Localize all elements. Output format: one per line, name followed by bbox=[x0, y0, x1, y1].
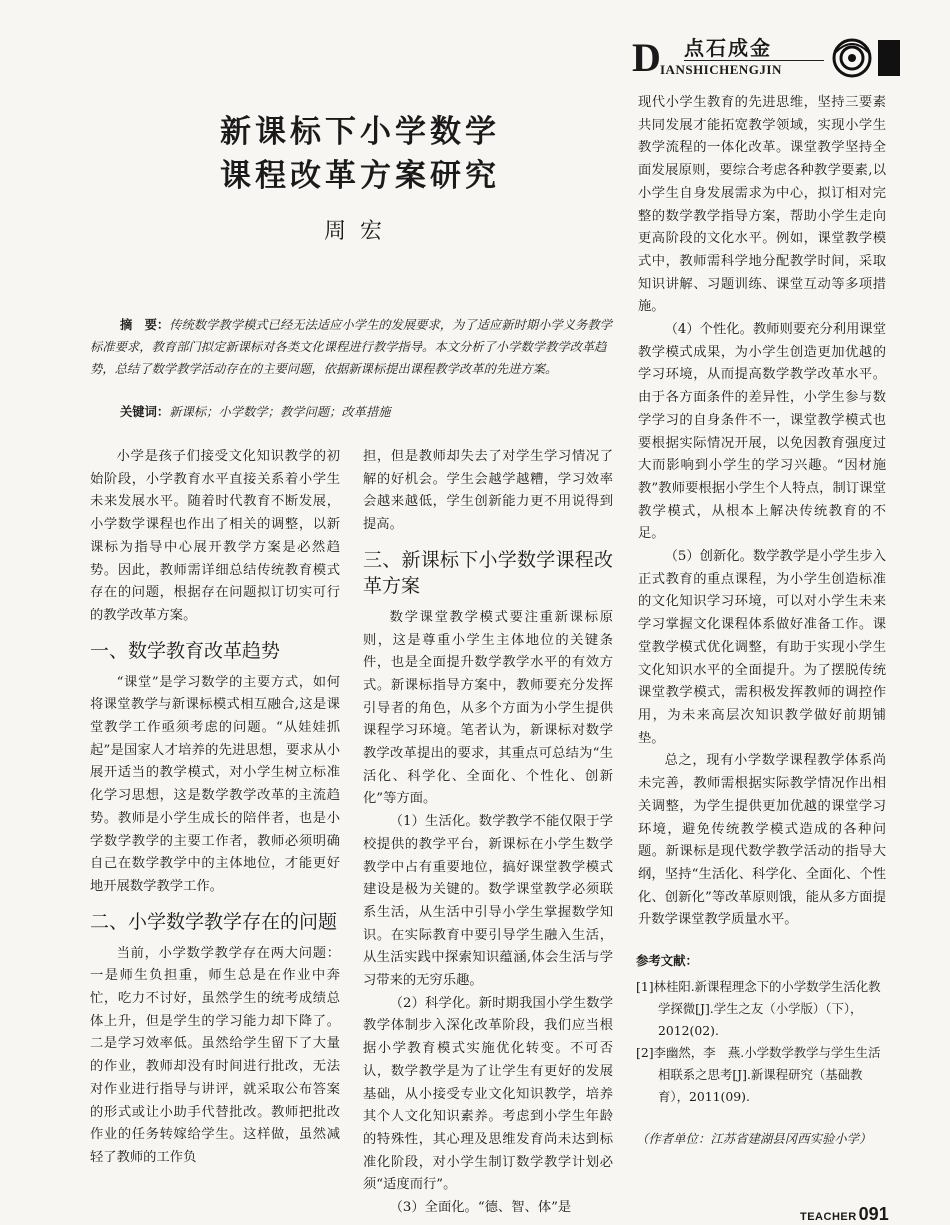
reference-item: [1]林桂阳.新课程理念下的小学数学生活化教学探微[J].学生之友（小学版）（下），2012(02). bbox=[636, 979, 881, 1038]
header-letter: D bbox=[632, 35, 661, 80]
title-line: 课程改革方案研究 bbox=[220, 158, 500, 194]
body-column-1 bbox=[90, 446, 340, 1170]
paragraph: （4）个性化。教师则要充分利用课堂教学模式成果，为小学生创造更加优越的学习环境，从而提高数学教学改革水平。由于各方面条件的差异性，小学生参与数学学习的自身条件不一，课堂教学模式也要根据实际情况开展，以免因教育强度过大而影响到小学生的学习兴趣。“因材施教”教师要根据小学生个人特点，制订课堂教学模式，从根本上解决传统教育的不足。 bbox=[638, 322, 886, 542]
paragraph: 当前，小学数学教学存在两大问题：一是师生负担重，师生总是在作业中奔忙，吃力不讨好，虽然学生的统考成绩总体上升，但是学生的学习能力却下降了。二是学习效率低。虽然给学生留下了大量的作业，教师却没有时间进行批改，无法对作业进行指导与讲评，就采取公布答案的形式或让小助手代替批改。教师把批改作业的任务转嫁给学生。这样做，虽然减轻了教师的工作负 bbox=[90, 945, 340, 1165]
paragraph: （1）生活化。数学教学不能仅限于学校提供的教学平台，新课标在小学生数学教学中占有重要地位，搞好课堂教学模式建设是极为关键的。数学课堂教学必须联系生活，从生活中引导小学生掌握数学知识。在实际教育中要引导学生融入生活，从生活实践中探索知识蕴涵,体会生活与学习带来的无穷乐趣。 bbox=[363, 814, 613, 989]
paragraph: （5）创新化。数学教学是小学生步入正式教育的重点课程，为小学生创造标准的文化知识学习环境，可以对小学生未来学习掌握文化课程体系做好准备工作。课堂教学模式优化调整，有助于实现小学生文化知识水平的全面提升。为了摆脱传统课堂教学模式，需积极发挥教师的调控作用，为未来高层次知识教学做好前期铺垫。 bbox=[638, 549, 886, 746]
paragraph: 现代小学生教育的先进思维，坚持三要素共同发展才能拓宽教学领域，实现小学生教学流程的一体化改革。课堂教学坚持全面发展原则，要综合考虑各种教学要素,以小学生自身发展需求为中心，拟订相对完整的数学教学指导方案，帮助小学生走向更高阶段的文化水平。例如，课堂教学模式中，教师需科学地分配教学时间，采取知识讲解、习题训练、课堂互动等多项措施。 bbox=[638, 95, 886, 315]
paragraph: （3）全面化。“德、智、体”是 bbox=[389, 1200, 572, 1216]
paragraph: 数学课堂教学模式要注重新课标原则，这是尊重小学生主体地位的关键条件，也是全面提升数学教学水平的有效方式。新课标指导方案中，教师要充分发挥引导者的角色，从多个方面为小学生提供课程学习环境。笔者认为，新课标对数学教学改革提出的要求，其重点可总结为“生活化、科学化、全面化、个性化、创新化”等方面。 bbox=[363, 609, 613, 807]
abstract bbox=[90, 314, 620, 380]
magazine-header bbox=[632, 36, 912, 84]
header-block-decoration bbox=[878, 40, 900, 76]
title-line: 新课标下小学数学 bbox=[220, 114, 500, 150]
reference-item: [2]李幽然，李 燕.小学数学教学与学生生活相联系之思考[J].新课程研究（基础教育），2011(09). bbox=[636, 1045, 881, 1104]
paragraph: 担，但是教师却失去了对学生学习情况了解的好机会。学生会越学越糟，学习效率会越来越低，学生创新能力更不用说得到提高。 bbox=[363, 449, 613, 533]
body-column-3 bbox=[638, 92, 886, 932]
references bbox=[636, 950, 886, 1108]
section-heading-2: 二、小学数学教学存在的问题 bbox=[90, 910, 338, 933]
paragraph: “课堂”是学习数学的主要方式，如何将课堂教学与新课标模式相互融合,这是课堂教学工作亟须考虑的问题。“从娃娃抓起”是国家人才培养的先进思想，要求从小展开适当的教学模式，对小学生树立标准化学习思想，这是数学教学改革的主流趋势。教师是小学生成长的陪伴者，也是小学数学教学的主要工作者，教师必须明确自己在数学教学中的主体地位，才能更好地开展数学教学工作。 bbox=[90, 674, 340, 894]
page-footer bbox=[800, 1204, 890, 1224]
column-name: 点石成金 bbox=[684, 36, 772, 60]
section-heading-3: 三、新课标下小学数学课程改革方案 bbox=[363, 548, 613, 597]
page-number: 091 bbox=[858, 1204, 889, 1224]
keywords-text: 新课标；小学数学；教学问题；改革措施 bbox=[169, 405, 391, 419]
abstract-label: 摘 要： bbox=[120, 318, 170, 332]
footer-brand: TEACHER bbox=[800, 1211, 857, 1223]
keywords bbox=[120, 402, 620, 422]
column-pinyin: IANSHICHENGJIN bbox=[660, 62, 782, 77]
header-rule bbox=[684, 60, 824, 61]
author-name: 周宏 bbox=[323, 219, 396, 244]
references-heading: 参考文献： bbox=[636, 953, 698, 968]
paragraph: （2）科学化。新时期我国小学生数学教学体制步入深化改革阶段，我们应当根据小学教育模式实施优化转变。不可否认，数学教学是为了让学生有更好的发展基础，从小接受专业文化知识教学，培养其个人文化知识素养。考虑到小学生年龄的特殊性，其心理及思维发育尚未达到标准化阶段，对小学生制订数学教学计划必须“适度而行”。 bbox=[363, 995, 613, 1193]
abstract-text: 传统数学教学模式已经无法适应小学生的发展要求，为了适应新时期小学义务教学标准要求，教育部门拟定新课标对各类文化课程进行教学指导。本文分析了小学数学教学改革趋势，总结了数学教学活动存在的主要问题，依据新课标提出课程教学改革的先进方案。 bbox=[90, 318, 612, 376]
paragraph: 小学是孩子们接受文化知识教学的初始阶段，小学教育水平直接关系着小学生未来发展水平。随着时代教育不断发展，小学数学课程也作出了相关的调整，以新课标为指导中心展开教学方案是必然趋势。因此，教师需详细总结传统教育模式存在的问题，根据存在问题拟订切实可行的教学改革方案。 bbox=[90, 449, 340, 623]
keywords-label: 关键词： bbox=[120, 405, 170, 419]
author-affiliation: （作者单位：江苏省建湖县冈西实验小学） bbox=[636, 1131, 872, 1146]
paragraph: 总之，现有小学数学课程教学体系尚未完善，教师需根据实际教学情况作出相关调整，为学生提供更加优越的课堂学习环境，避免传统教学模式造成的各种问题。新课标是现代数学教学活动的指导大纲，坚持“生活化、科学化、全面化、个性化、创新化”等改革原则饿，能从多方面提升数学课堂教学质量水平。 bbox=[638, 753, 886, 928]
magazine-logo-icon bbox=[832, 38, 872, 78]
article-title bbox=[190, 110, 530, 198]
body-column-2 bbox=[363, 446, 613, 1220]
section-heading-1: 一、数学教育改革趋势 bbox=[90, 639, 281, 662]
